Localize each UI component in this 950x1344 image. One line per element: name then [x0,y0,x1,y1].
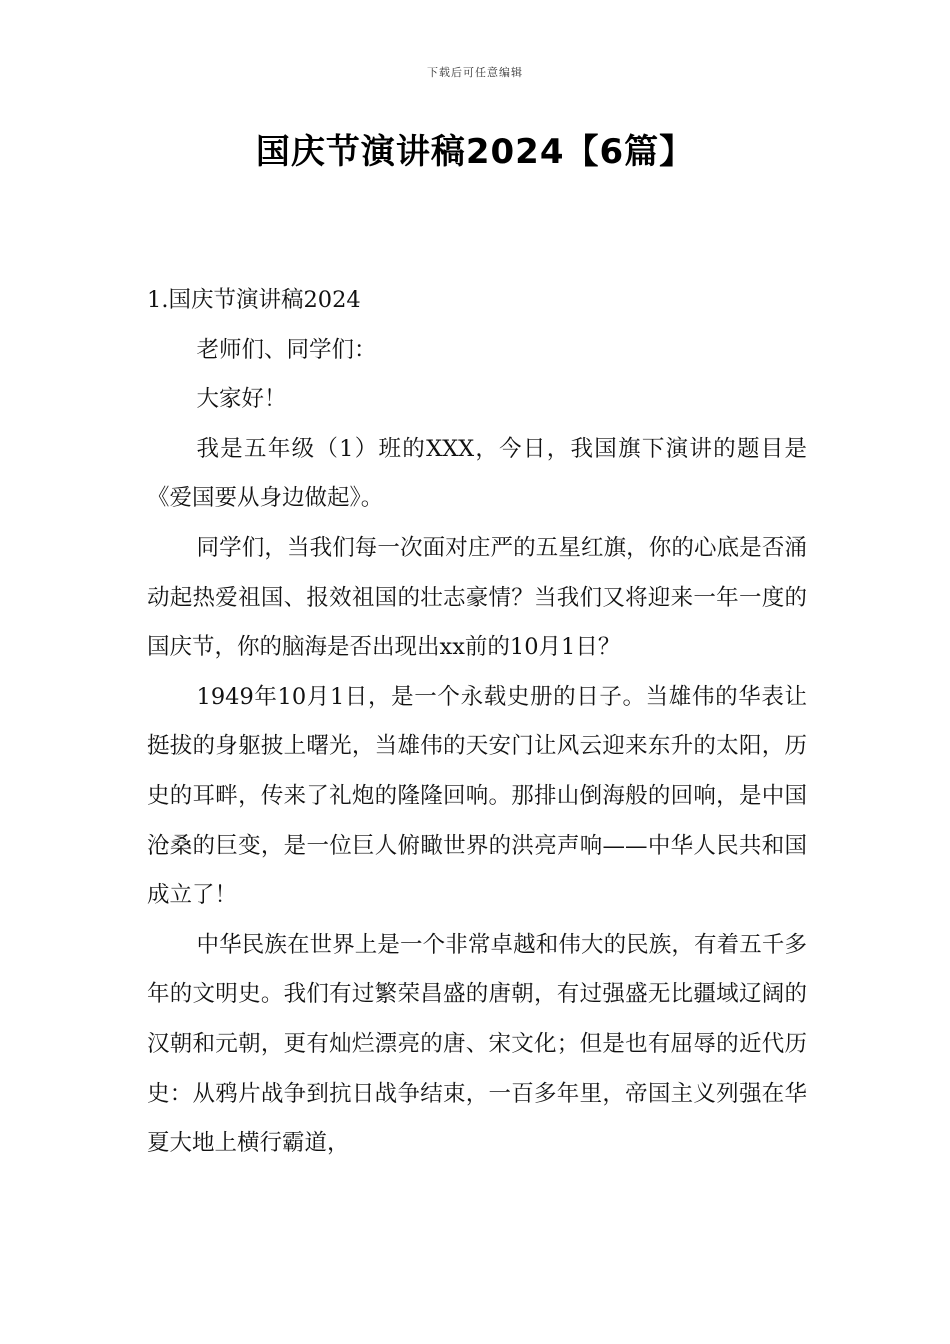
paragraph-flag: 同学们，当我们每一次面对庄严的五星红旗，你的心底是否涌动起热爱祖国、报效祖国的壮志豪情？当我们又将迎来一年一度的国庆节，你的脑海是否出现出xx前的10月1日？ [147,534,807,661]
paragraph-founding: 1949年10月1日，是一个永载史册的日子。当雄伟的华表让挺拔的身躯披上曙光，当雄伟的天安门让风云迎来东升的太阳，历史的耳畔，传来了礼炮的隆隆回响。那排山倒海般的回响，是中国沧桑的巨变，是一位巨人俯瞰世界的洪亮声响——中华人民共和国成立了！ [147,683,807,909]
document-title: 国庆节演讲稿2024【6篇】 [255,132,695,172]
paragraph-introduction: 我是五年级（1）班的XXX，今日，我国旗下演讲的题目是《爱国要从身边做起》。 [147,435,807,512]
paragraph-greeting: 大家好！ [196,386,287,413]
paragraph-history: 中华民族在世界上是一个非常卓越和伟大的民族，有着五千多年的文明史。我们有过繁荣昌盛的唐朝，有过强盛无比疆域辽阔的汉朝和元朝，更有灿烂漂亮的唐、宋文化；但是也有屈辱的近代历史：从鸦片战争到抗日战争结束，一百多年里，帝国主义列强在华夏大地上横行霸道， [147,931,807,1157]
download-editable-note: 下载后可任意编辑 [427,66,523,79]
section-heading: 1.国庆节演讲稿2024 [147,287,361,313]
paragraph-greeting-audience: 老师们、同学们： [196,336,377,363]
document-body [147,276,807,1169]
